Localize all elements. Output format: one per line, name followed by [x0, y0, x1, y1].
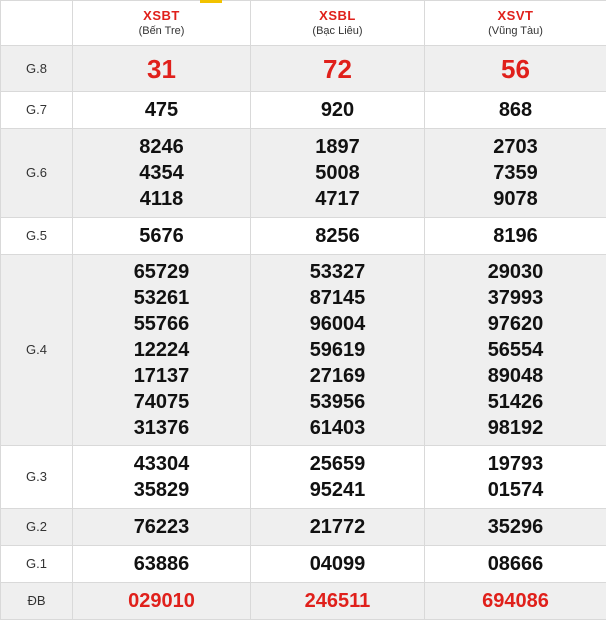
prize-cell — [425, 446, 606, 509]
prize-label — [1, 129, 73, 218]
prize-row — [1, 583, 606, 620]
prize-number: 56554 — [487, 339, 544, 361]
prize-number: 43304 — [133, 453, 190, 475]
prize-number: 96004 — [309, 313, 366, 335]
prize-cell — [425, 546, 606, 583]
prize-cell — [425, 583, 606, 620]
prize-number: 76223 — [133, 516, 190, 538]
prize-label — [1, 255, 73, 446]
prize-cell — [73, 509, 251, 546]
prize-number: 868 — [498, 99, 533, 121]
prize-number: 74075 — [133, 391, 190, 413]
prize-label — [1, 583, 73, 620]
prize-cell — [251, 255, 425, 446]
prize-label-text: G.2 — [26, 519, 47, 534]
prize-number: 31376 — [133, 417, 190, 439]
prize-rows — [1, 46, 606, 620]
prize-number: 63886 — [133, 553, 190, 575]
prize-number: 37993 — [487, 287, 544, 309]
prize-label-text: G.6 — [26, 165, 47, 180]
prize-number: 97620 — [487, 313, 544, 335]
prize-cell — [425, 218, 606, 255]
prize-row — [1, 218, 606, 255]
prize-number: 65729 — [133, 261, 190, 283]
prize-cell — [251, 92, 425, 129]
prize-label — [1, 546, 73, 583]
header-row — [1, 1, 606, 46]
prize-number: 7359 — [493, 162, 538, 184]
prize-label-text: ĐB — [27, 593, 46, 608]
prize-row — [1, 446, 606, 509]
prize-number: 29030 — [487, 261, 544, 283]
prize-number: 53956 — [309, 391, 366, 413]
prize-row — [1, 46, 606, 92]
prize-number: 21772 — [309, 516, 366, 538]
prize-cell — [73, 218, 251, 255]
prize-cell — [251, 583, 425, 620]
prize-cell — [425, 255, 606, 446]
prize-cell — [73, 583, 251, 620]
prize-number: 4354 — [139, 162, 184, 184]
prize-row — [1, 255, 606, 446]
prize-number: 9078 — [493, 188, 538, 210]
prize-number: 4717 — [315, 188, 360, 210]
prize-cell — [251, 218, 425, 255]
prize-number: 53327 — [309, 261, 366, 283]
prize-number: 17137 — [133, 365, 190, 387]
prize-label-text: G.8 — [26, 60, 47, 76]
prize-number: 89048 — [487, 365, 544, 387]
prize-cell — [73, 46, 251, 92]
prize-number: 246511 — [304, 590, 371, 612]
prize-label — [1, 509, 73, 546]
prize-number: 694086 — [482, 590, 549, 612]
prize-cell — [425, 46, 606, 92]
prize-number: 87145 — [309, 287, 366, 309]
province-code[interactable]: XSVT — [497, 8, 534, 23]
prize-number: 4118 — [139, 188, 184, 210]
prize-cell — [73, 129, 251, 218]
prize-number: 475 — [144, 99, 179, 121]
prize-number: 72 — [323, 53, 352, 84]
prize-number: 98192 — [487, 417, 544, 439]
prize-cell — [73, 546, 251, 583]
prize-label — [1, 446, 73, 509]
prize-number: 59619 — [309, 339, 366, 361]
prize-cell — [251, 446, 425, 509]
province-code[interactable]: XSBT — [143, 8, 180, 23]
prize-cell — [251, 546, 425, 583]
prize-number: 08666 — [487, 553, 544, 575]
prize-cell — [73, 92, 251, 129]
prize-row — [1, 92, 606, 129]
prize-cell — [425, 129, 606, 218]
prize-number: 95241 — [309, 479, 366, 501]
province-name: (Bạc Liêu) — [312, 25, 363, 37]
prize-cell — [73, 255, 251, 446]
prize-label-text: G.3 — [26, 469, 47, 484]
header-corner — [1, 1, 73, 46]
province-name: (Bến Tre) — [138, 25, 185, 37]
prize-number: 5008 — [315, 162, 360, 184]
prize-number: 53261 — [133, 287, 190, 309]
prize-number: 8256 — [315, 225, 360, 247]
prize-cell — [73, 446, 251, 509]
prize-number: 56 — [501, 53, 530, 84]
prize-number: 61403 — [309, 417, 366, 439]
prize-label — [1, 218, 73, 255]
province-header-bt[interactable] — [73, 1, 251, 46]
prize-label — [1, 46, 73, 92]
prize-label-text: G.4 — [26, 342, 47, 357]
prize-number: 5676 — [139, 225, 184, 247]
prize-number: 19793 — [487, 453, 544, 475]
prize-row — [1, 509, 606, 546]
province-name: (Vũng Tàu) — [488, 25, 543, 37]
prize-number: 31 — [147, 53, 176, 84]
prize-cell — [425, 509, 606, 546]
prize-row — [1, 129, 606, 218]
prize-number: 35829 — [133, 479, 190, 501]
prize-number: 55766 — [133, 313, 190, 335]
prize-row — [1, 546, 606, 583]
prize-label-text: G.1 — [26, 556, 47, 571]
prize-number: 51426 — [487, 391, 544, 413]
province-code[interactable]: XSBL — [319, 8, 356, 23]
prize-label — [1, 92, 73, 129]
prize-number: 029010 — [128, 590, 195, 612]
prize-number: 1897 — [315, 136, 360, 158]
prize-number: 2703 — [493, 136, 538, 158]
prize-number: 8196 — [493, 225, 538, 247]
prize-number: 12224 — [133, 339, 190, 361]
prize-number: 25659 — [309, 453, 366, 475]
prize-number: 04099 — [309, 553, 366, 575]
prize-number: 35296 — [487, 516, 544, 538]
prize-number: 01574 — [487, 479, 544, 501]
province-header-vt[interactable] — [425, 1, 606, 46]
prize-cell — [251, 509, 425, 546]
prize-cell — [251, 129, 425, 218]
prize-number: 27169 — [309, 365, 366, 387]
prize-number: 8246 — [139, 136, 184, 158]
prize-label-text: G.5 — [26, 228, 47, 243]
prize-cell — [425, 92, 606, 129]
top-accent-bar — [200, 0, 222, 3]
province-header-bl[interactable] — [251, 1, 425, 46]
prize-number: 920 — [320, 99, 355, 121]
prize-cell — [251, 46, 425, 92]
prize-label-text: G.7 — [26, 102, 47, 117]
